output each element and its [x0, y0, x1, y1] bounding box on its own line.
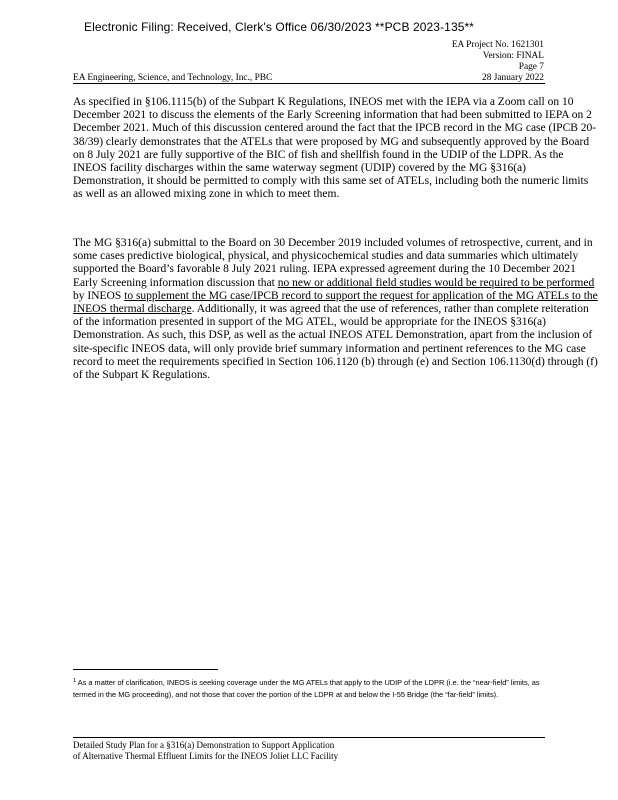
- company-name: EA Engineering, Science, and Technology, Inc., PBC: [73, 73, 273, 83]
- footer-line-2: of Alternative Thermal Effluent Limits for the INEOS Joliet LLC Facility: [73, 751, 339, 761]
- footnote-divider: [73, 669, 218, 670]
- paragraph-1-text: As specified in §106.1115(b) of the Subpart K Regulations, INEOS met with the IEPA via a Zoom call on 10 December 2021 to discuss the elements of the Early Screening information that had been submitted to IEPA on 2 December 2021. Much of this discussion centered around the fact that the IPCB record in the MG case (IPCB 20-38/39) clearly demonstrates that the ATELs that were proposed by MG and subsequently approved by the Board on 8 July 2021 are fully supportive of the BIC of fish and shellfish found in the UDIP of the LDPR. As the INEOS facility discharges within the same waterway segment (UDIP) covered by the MG §316(a) Demonstration, it should be permitted to comply with this same set of ATELs, including both the numeric limits as well as an allowed mixing zone in which to meet them.: [73, 96, 597, 201]
- footnote-marker: 1: [73, 678, 77, 684]
- paragraph-2: [73, 237, 600, 382]
- footer-divider: [73, 737, 545, 738]
- header-divider: [73, 83, 545, 84]
- filing-stamp: Electronic Filing: Received, Clerk's Office 06/30/2023 **PCB 2023-135**: [84, 20, 475, 34]
- document-date: 28 January 2022: [482, 73, 544, 83]
- version: Version: FINAL: [482, 51, 544, 61]
- paragraph-2-part-3: . Additionally, it was agreed that the use of references, rather than complete reiteration of the information presented in support of the MG ATEL, would be appropriate for the INEOS §316(a) Demonstration. As such, this DSP, as well as the actual INEOS ATEL Demonstration, apart from the inclusion of site-specific INEOS data, will only provide brief summary information and pertinent references to the MG case record to meet the requirements specified in Section 106.1120 (b) through (e) and Section 106.1130(d) through (f) of the Subpart K Regulations.: [73, 303, 598, 382]
- paragraph-2-part-1: The MG §316(a) submittal to the Board on 30 December 2019 included volumes of retrospective, current, and in some cases predictive biological, physical, and physicochemical studies and data summaries which ultimately supported the Board’s favorable 8 July 2021 ruling. IEPA expressed agreement during the 10 December 2021 Early Screening information discussion that: [73, 237, 593, 289]
- page-number: Page 7: [518, 62, 544, 72]
- underlined-no-new-studies: no new or additional field studies would be required to be performed: [277, 276, 595, 289]
- project-number: EA Project No. 1621301: [451, 40, 544, 50]
- footnote: [73, 676, 553, 700]
- paragraph-1: [73, 96, 600, 202]
- footer: [73, 740, 338, 762]
- footer-line-1: Detailed Study Plan for a §316(a) Demonstration to Support Application: [73, 740, 335, 750]
- footnote-text: As a matter of clarification, INEOS is seeking coverage under the MG ATELs that apply to the UDIP of the LDPR (i.e. the “near-field” limits, as termed in the MG proceeding), and not those that cover the portion of the LDPR at and below the I-55 Bridge (the “far-field” limits).: [73, 678, 540, 699]
- underlined-supplement-record: to supplement the MG case/IPCB record to support the request for application of the MG ATELs to the INEOS thermal discharge: [73, 289, 598, 316]
- header-right-block: [384, 40, 544, 84]
- paragraph-2-part-2: by INEOS: [73, 289, 125, 302]
